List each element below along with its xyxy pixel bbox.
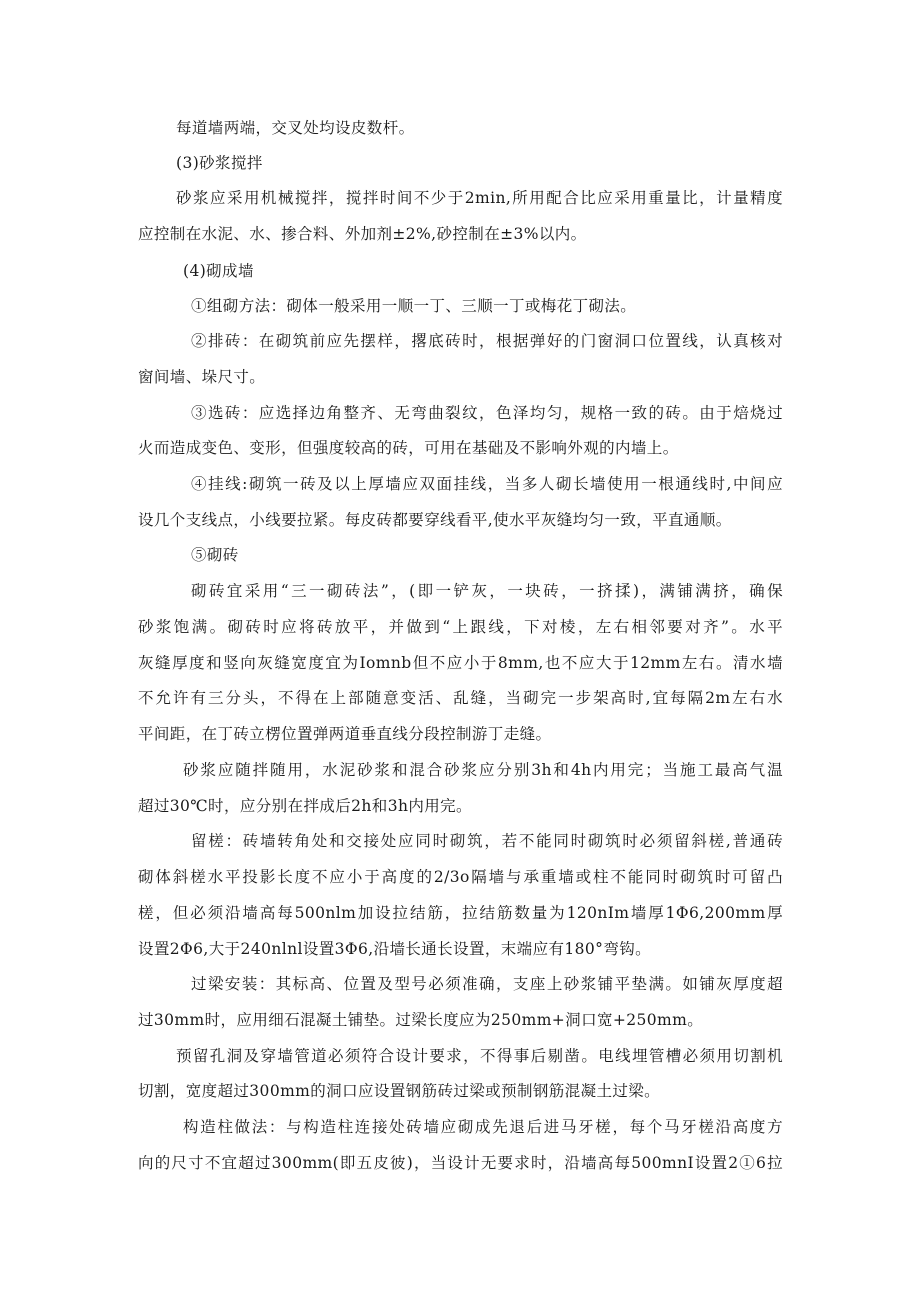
paragraph-line: 构造柱做法：与构造柱连接处砖墙应砌成先退后进马牙槎，每个马牙槎沿高度方 — [183, 1118, 783, 1136]
paragraph-line: 留槎：砖墙转角处和交接处应同时砌筑，若不能同时砌筑时必须留斜槎,普通砖 — [191, 832, 783, 850]
paragraph-line: 应控制在水泥、水、掺合料、外加剂±2%,砂控制在±3%以内。 — [138, 225, 587, 243]
paragraph-line: 槎，但必须沿墙高每500nlm加设拉结筋，拉结筋数量为120nIm墙厚1Φ6,200mm厚 — [138, 904, 783, 922]
paragraph-line: 向的尺寸不宜超过300mm(即五皮彼)，当设计无要求时，沿墙高每500mnI设置2①6拉 — [138, 1154, 783, 1172]
section-heading: ⑤砌砖 — [191, 546, 239, 564]
paragraph-line: 超过30℃时，应分别在拌成后2h和3h内用完。 — [138, 797, 472, 815]
paragraph-line: ①组砌方法：砌体一般采用一顺一丁、三顺一丁或梅花丁砌法。 — [191, 297, 637, 315]
paragraph-line: 火而造成变色、变形，但强度较高的砖，可用在基础及不影响外观的内墙上。 — [138, 439, 679, 457]
paragraph-line: 砌砖宜采用“三一砌砖法”，(即一铲灰，一块砖，一挤揉)，满铺满挤，确保 — [191, 582, 783, 600]
paragraph-line: 平间距，在丁砖立楞位置弹两道垂直线分段控制游丁走缝。 — [138, 725, 552, 743]
paragraph-line: 砂浆饱满。砌砖时应将砖放平，并做到“上跟线，下对棱，左右相邻要对齐”。水平 — [138, 618, 783, 636]
paragraph-line: 过梁安装：其标高、位置及型号必须准确，支座上砂浆铺平垫满。如铺灰厚度超 — [191, 975, 783, 993]
paragraph-line: 设置2Φ6,大于240nlnl设置3Φ6,沿墙长通长设置，末端应有180°弯钩。 — [138, 940, 652, 958]
paragraph-line: 预留孔洞及穿墙管道必须符合设计要求，不得事后剔凿。电线埋管槽必须用切割机 — [176, 1047, 783, 1065]
section-heading: (3)砂浆搅拌 — [176, 154, 263, 172]
paragraph-line: 设几个支线点，小线要拉紧。每皮砖都要穿线看平,使水平灰缝均匀一致，平直通顺。 — [138, 511, 732, 529]
paragraph-line: ②排砖：在砌筑前应先摆样，撂底砖时，根据弹好的门窗洞口位置线，认真核对 — [191, 332, 783, 350]
paragraph-line: 过30mm时，应用细石混凝土铺垫。过梁长度应为250mm+洞口宽+250mm。 — [138, 1011, 704, 1029]
paragraph-line: ④挂线:砌筑一砖及以上厚墙应双面挂线，当多人砌长墙使用一根通线时,中间应 — [191, 475, 783, 493]
paragraph-line: 窗间墙、垛尺寸。 — [138, 368, 266, 386]
paragraph-line: 每道墙两端，交叉处均设皮数杆。 — [176, 119, 415, 137]
paragraph-line: 切割，宽度超过300mm的洞口应设置钢筋砖过梁或预制钢筋混凝土过梁。 — [138, 1082, 661, 1100]
paragraph-line: 砌体斜槎水平投影长度不应小于高度的2/3o隔墙与承重墙或柱不能同时砌筑时可留凸 — [138, 868, 783, 886]
paragraph-line: 不允许有三分头，不得在上部随意变活、乱缝，当砌完一步架高时,宜每隔2m左右水 — [138, 689, 783, 707]
paragraph-line: 灰缝厚度和竖向灰缝宽度宜为Iomnb但不应小于8mm,也不应大于12mm左右。清水墙 — [138, 654, 783, 672]
paragraph-line: ③选砖：应选择边角整齐、无弯曲裂纹，色泽均匀，规格一致的砖。由于焙烧过 — [191, 404, 783, 422]
paragraph-line: 砂浆应随拌随用，水泥砂浆和混合砂浆应分别3h和4h内用完；当施工最高气温 — [183, 761, 783, 779]
section-heading: (4)砌成墙 — [183, 262, 254, 280]
paragraph-line: 砂浆应采用机械搅拌，搅拌时间不少于2min,所用配合比应采用重量比，计量精度 — [176, 189, 783, 207]
